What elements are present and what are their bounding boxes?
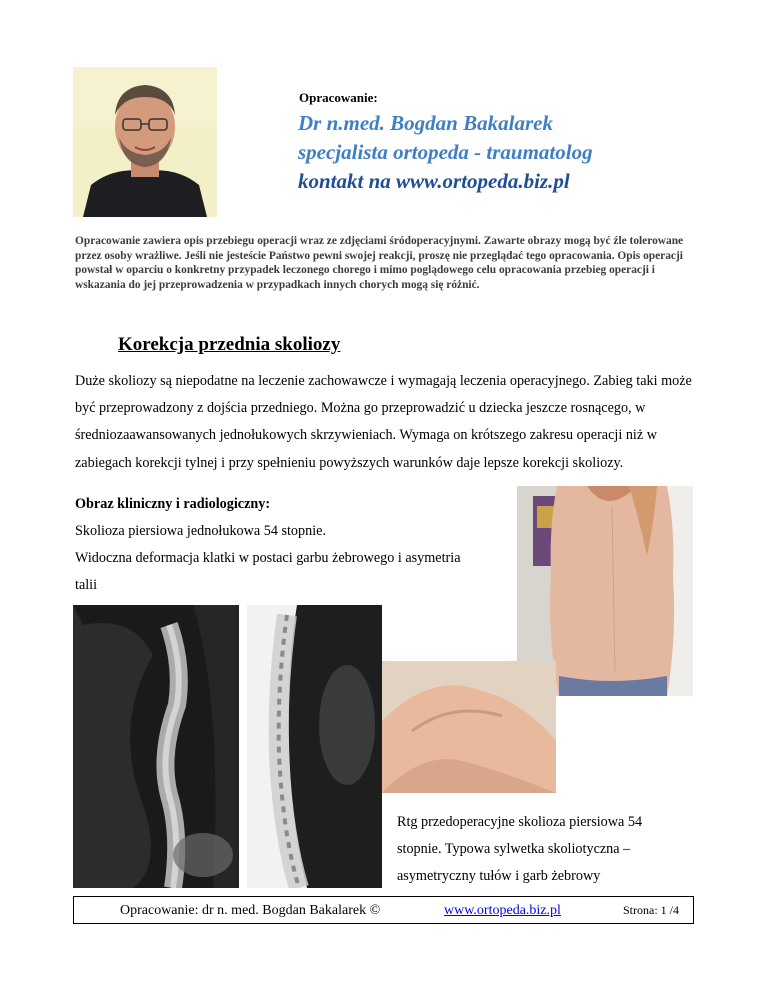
footer-page-number: Strona: 1 /4 — [623, 903, 679, 917]
intro-paragraph: Duże skoliozy są niepodatne na leczenie zachowawcze i wymagają leczenia operacyjnego. Zabieg taki może być przeprowadzony z dojścia przedniego. Można go przeprowadzić u dziecka jeszcze rosnącego, w średniozaawansowanych jednołukowych skrzywieniach. Wymaga on krótszego zakresu operacji niż w zabiegach korekcji tylnej i przy spełnieniu powyższych warunków daje lepsze korekcji skoliozy. — [75, 373, 692, 471]
page-title: Korekcja przednia skoliozy — [118, 334, 341, 355]
caption-line-2: stopnie. Typowa sylwetka skoliotyczna – — [397, 841, 631, 857]
xray-lateral — [247, 605, 382, 888]
author-portrait — [73, 67, 217, 217]
clinical-line-2: Widoczna deformacja klatki w postaci garbu żebrowego i asymetria — [75, 550, 461, 566]
rib-hump-photo — [382, 661, 556, 793]
page-footer — [73, 896, 694, 924]
disclaimer-text: Opracowanie zawiera opis przebiegu operacji wraz ze zdjęciami śródoperacyjnymi. Zawarte obrazy mogą być źle tolerowane przez osoby wrażliwe. Jeśli nie jesteście Państwo pewni swojej reakcji, proszę nie przeglądać tego opracowania. Opis operacji powstał w oparciu o konkretny przypadek leczonego chorego i mimo poglądowego celu opracowania przebieg operacji i wskazania do jej przeprowadzenia w przypadkach innych chorych mogą się różnić. — [75, 235, 684, 291]
author-block — [298, 109, 593, 196]
clinical-line-3: talii — [75, 577, 98, 593]
clinical-description — [75, 518, 515, 599]
caption-line-1: Rtg przedoperacyjne skolioza piersiowa 54 — [397, 814, 643, 830]
clinical-heading: Obraz kliniczny i radiologiczny: — [75, 496, 271, 512]
author-contact: kontakt na www.ortopeda.biz.pl — [298, 169, 570, 193]
footer-website-link[interactable]: www.ortopeda.biz.pl — [444, 903, 561, 918]
xray-frontal — [73, 605, 239, 888]
prepared-label: Opracowanie: — [299, 90, 378, 105]
figure-caption — [397, 809, 642, 890]
clinical-line-1: Skolioza piersiowa jednołukowa 54 stopnie. — [75, 523, 326, 539]
caption-line-3: asymetryczny tułów i garb żebrowy — [397, 868, 601, 884]
footer-author: Opracowanie: dr n. med. Bogdan Bakalarek © — [120, 903, 381, 918]
author-specialty: specjalista ortopeda - traumatolog — [298, 140, 593, 164]
author-name: Dr n.med. Bogdan Bakalarek — [298, 111, 553, 135]
